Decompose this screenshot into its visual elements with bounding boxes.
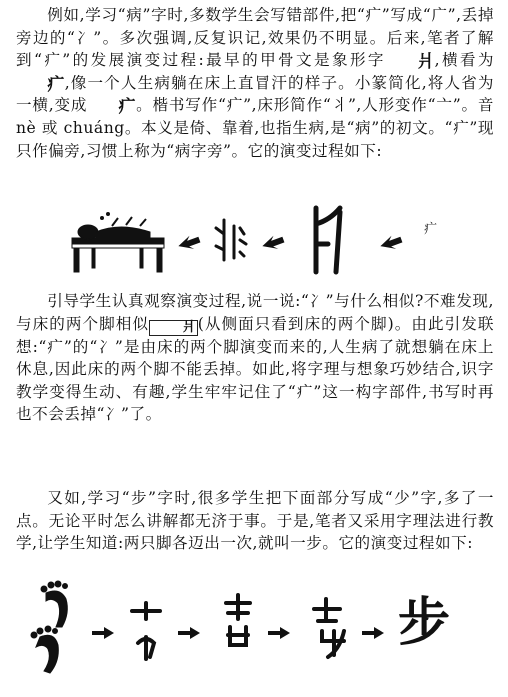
arrow-icon [176, 233, 201, 254]
seal-glyph-icon [316, 208, 340, 272]
paragraph-2-text-b: (从侧面只看到床的两个脚)。由此引发联想:“疒”的“冫”是由床的两个脚演变而来的,人生病了就想躺在床上休息,因此床的两个脚不能丢掉。如此,将字理与想象巧妙结合,识字教学变得生动、有趣,学生牢牢记住了“疒”这一构字部件,书写时再也不会丢掉“冫”了。 [16, 314, 494, 424]
bed-illustration-icon [72, 213, 164, 273]
evolution-figure-ne [0, 198, 508, 280]
seal-bu-icon [314, 599, 344, 657]
oracle-bu-icon [132, 603, 160, 659]
paragraph-1-text-a: 例如,学习“病”字时,多数学生会写错部件,把“疒”写成“广”,丢掉旁边的“冫”。多次强调,反复识记,效果仍不明显。后来,笔者了解到“疒”的发展演变过程:最早的甲骨文是象形字 [16, 6, 494, 70]
arrow-icon [178, 627, 200, 639]
evolution-final-bu: 步 [398, 593, 451, 653]
paragraph-1 [16, 4, 494, 162]
arrow-icon [92, 627, 114, 639]
arrow-icon [378, 233, 403, 254]
seal-glyph: 疒 [118, 97, 136, 118]
paragraph-2 [16, 290, 494, 426]
oracle-glyph-icon [216, 220, 246, 260]
paragraph-1-text-c: ,像一个人生病躺在床上直冒汗的样子。小篆简化,将人省为一横,变成 [16, 73, 494, 115]
paragraph-3-text: 又如,学习“步”字时,很多学生把下面部分写成“少”字,多了一点。无论平时怎么讲解都无济于事。于是,笔者又采用字理法进行教学,让学生知道:两只脚各迈出一次,就叫一步。它的演变过程如下: [16, 489, 494, 553]
oracle-glyph-horizontal: 疒 [47, 74, 65, 95]
paragraph-2-text-a: 引导学生认真观察演变过程,说一说:“冫”与什么相似?不难发现,与床的两个脚相似 [16, 292, 494, 333]
arrow-icon [268, 627, 290, 639]
evolution-figure-bu [0, 573, 508, 693]
evolution-figure-ne-drawing [0, 198, 508, 280]
arrow-icon [362, 627, 384, 639]
bronze-bu-icon [226, 595, 250, 645]
bed-feet-glyph: 爿 [149, 320, 198, 336]
paragraph-1-text-d: 。楷书写作“疒”,床形简作“丬”,人形变作“亠”。音 nè 或 chuáng。本义是倚、靠着,也指生病,是“病”的初文。“疒”现只作偏旁,习惯上称为“病字旁”。它的演变过程如下: [16, 96, 494, 160]
paragraph-1-text-b: ,横看为 [434, 51, 494, 70]
footprint-icon [31, 581, 68, 673]
evolution-final-ne: 疒 [424, 222, 438, 237]
paragraph-3 [16, 487, 494, 555]
oracle-glyph-vertical: 爿 [417, 52, 435, 73]
arrow-icon [260, 233, 285, 254]
